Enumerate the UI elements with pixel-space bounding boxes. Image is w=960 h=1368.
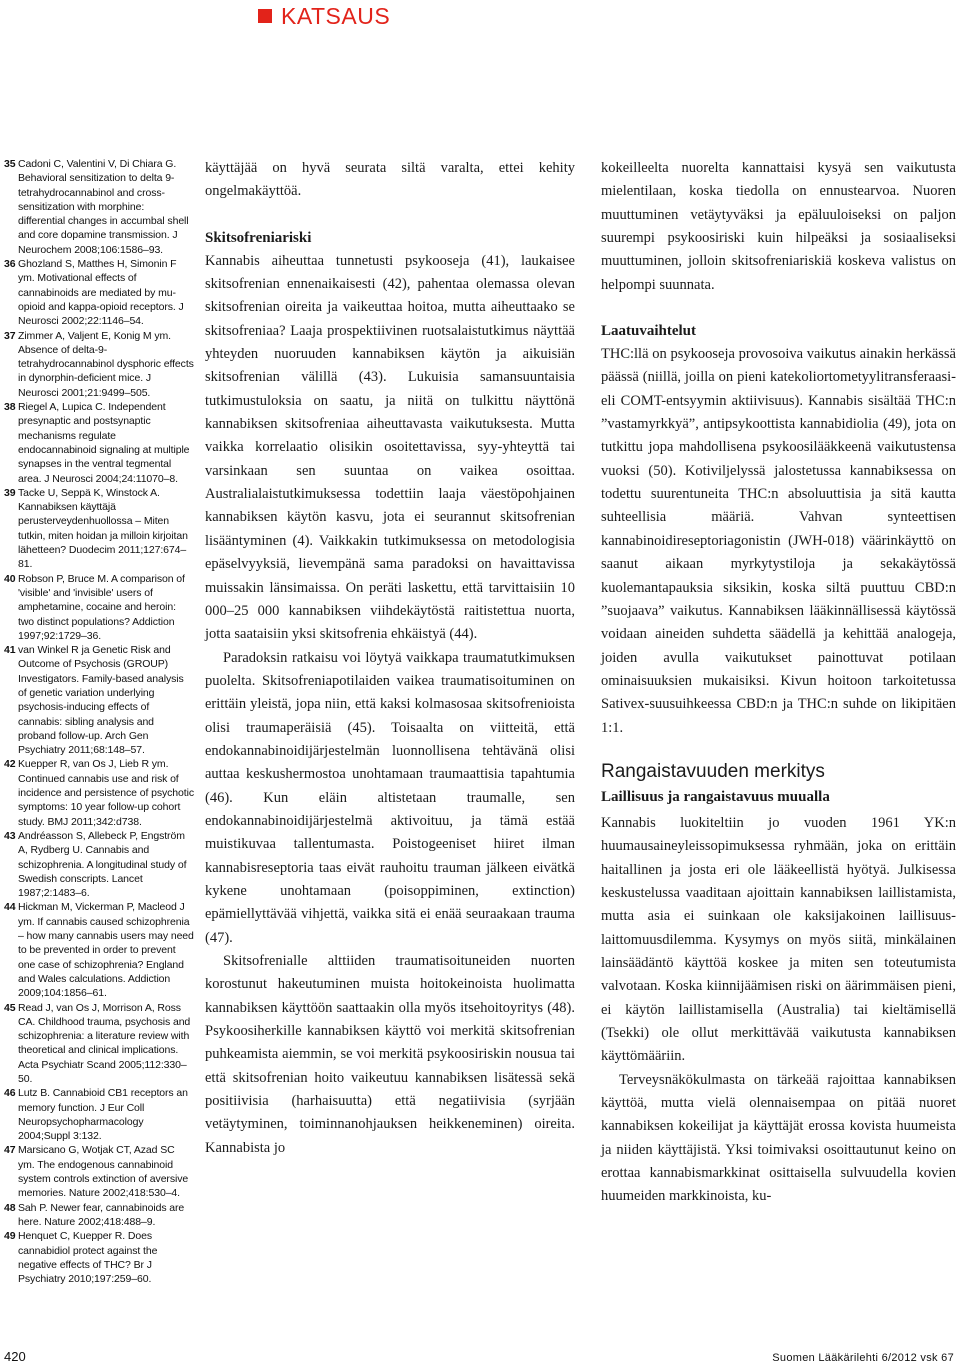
reference-number: 47 — [4, 1144, 16, 1157]
reference-text: Marsicano G, Wotjak CT, Azad SC ym. The endogenous cannabinoid system controls extinction of aversive memories. Nature 2002;418:530–4. — [18, 1144, 189, 1200]
paragraph: Terveysnäkökulmasta on tärkeää rajoittaa kannabiksen käyttöä, mutta vielä olennaisempaa on pitää nuoret kannabiksen kokeilijat ja käyttäjät erossa kovista huumeista ja niiden käyttäjistä. Yksi toimivaksi osoittautunut keino on erottaa kannabismarkkinat osittaisella sulvuudella kovien huumeiden markkinoista, ku- — [601, 1071, 956, 1205]
reference-item — [4, 257, 194, 328]
paragraph: Paradoksin ratkaisu voi löytyä vaikkapa traumatutkimuksen puolelta. Skitsofreniapotilaiden vaikea traumatisoituminen on erittäin yleistä, jopa niin, että kaksi kolmasosaa skitsofrenioista olisi traumaperäisiä (45). Toisaalta on viitteitä, että endokannabinoidijärjestelmän luonnollisena tehtävänä olisi auttaa keskushermostoa unohtamaan traumaattisia tapahtumia (46). Kun eläin altistetaan traumalle, sen endokannabinoidijärjestelmä aktivoituu, ja tämä estää muistikuvaa tallentumasta. Poistogeeniset hiiret ilman kannabisreseptoria taas eivät rauhoitu trauman jälkeen eivätkä kykene unohtamaan (poisoppiminen, extinction) epämiellyttävää vihjettä, vaikka sitä ei enää seuraakaan trauma (47). — [205, 649, 575, 946]
page-number: 420 — [4, 1349, 26, 1364]
reference-text: Riegel A, Lupica C. Independent presynaptic and postsynaptic mechanisms regulate endocannabinoid signaling at multiple synapses in the ventral tegmental area. J Neurosci 2004;24:11070–8. — [18, 401, 190, 485]
paragraph: Kannabis luokiteltiin jo vuoden 1961 YK:n huumausaineyleissopimuksessa ryhmään, joka on erittäin haitallinen ja josta eri ole lääkeellistä hyötyä. Julkisessa keskustelussa vaaditaan ajoittain kannabiksen laillistamista, mutta asia ei suinkaan ole kaksijakoinen laillisuus-laittomuusdilemma. Kysymys on myös siitä, minkälainen lainsäädäntö käyttöä koskee ja miten sen toteutumista valvotaan. Koska kiinnijäämisen riski on äärimmäisen pieni, ei käytön laillistamisella (Australia) tai kieltämisellä (Tsekki) ole ollut merkittävää vaikutusta kannabiksen käyttömääriin. — [601, 814, 956, 1065]
reference-item — [4, 643, 194, 757]
reference-number: 49 — [4, 1230, 16, 1243]
reference-number: 39 — [4, 486, 16, 499]
reference-item — [4, 829, 194, 900]
reference-number: 36 — [4, 258, 16, 271]
reference-number: 35 — [4, 158, 16, 170]
reference-number: 48 — [4, 1201, 16, 1214]
reference-text: Sah P. Newer fear, cannabinoids are here. Nature 2002;418:488–9. — [18, 1201, 185, 1228]
subheading-skitsofreniariski: Skitsofreniariski — [205, 229, 312, 246]
reference-item — [4, 1229, 194, 1286]
reference-item — [4, 1086, 194, 1143]
reference-text: Hickman M, Vickerman P, Macleod J ym. If cannabis caused schizophrenia – how many cannabis users may need to be prevented in order to prevent one case of schizophrenia? England and Wales calculations. Addiction 2009;104:1856–61. — [18, 901, 194, 1000]
section-marker-icon — [258, 9, 272, 23]
article-column-middle — [205, 157, 575, 1160]
reference-item — [4, 900, 194, 1000]
reference-text: Henquet C, Kuepper R. Does cannabidiol protect against the negative effects of THC? Br J Psychiatry 2010;197:259–60. — [18, 1230, 158, 1286]
reference-text: Ghozland S, Matthes H, Simonin F ym. Motivational effects of cannabinoids are mediated by mu-opioid and kappa-opioid receptors. J Neurosci 2002;22:1146–54. — [18, 258, 184, 328]
reference-text: Andréasson S, Allebeck P, Engström A, Rydberg U. Cannabis and schizophrenia. A longitudinal study of Swedish conscripts. Lancet 1987;2:1483–6. — [18, 829, 187, 900]
subsection-heading: Laillisuus ja rangaistavuus muualla — [601, 788, 830, 805]
reference-text: Read J, van Os J, Morrison A, Ross CA. Childhood trauma, psychosis and schizophrenia: a literature review with theoretical and clinical implications. Acta Psychiatr Scand 2005;112:330–50. — [18, 1001, 191, 1085]
article-column-right — [601, 157, 956, 1209]
reference-item — [4, 1001, 194, 1087]
reference-item — [4, 157, 194, 257]
subheading-laatuvaihtelut: Laatuvaihtelut — [601, 323, 697, 340]
reference-item — [4, 1143, 194, 1200]
paragraph: Skitsofrenialle alttiiden traumatisoituneiden nuorten korostunut hakeutuminen muista hoitokeinoista huolimatta kannabiksen käyttöön saattaakin olla myös itsehoitoyritys (48). Psykoosiherkille kannabiksen käyttö voi merkitä skitsofrenian puhkeamista aiemmin, se voi merkitä psykoosiriskin nousua tai että skitsofrenian hoito vaikeutuu kannabiksen lisätessä sekä positiivisia (harhaisuutta) että negatiivisia (syrjään vetäytyminen, toiminnanohjauksen heikkeneminen) oireita. Kannabista jo — [205, 953, 575, 1156]
journal-info: Suomen Lääkärilehti 6/2012 vsk 67 — [772, 1352, 954, 1364]
reference-item — [4, 329, 194, 400]
reference-item — [4, 572, 194, 643]
reference-number: 43 — [4, 829, 16, 842]
reference-text: Tacke U, Seppä K, Winstock A. Kannabiksen käyttäjä perusterveydenhuollossa – Miten tutkin, miten hoidan ja milloin kirjoitan lähetteen? Duodecim 2011;127:674–81. — [18, 486, 188, 571]
reference-text: van Winkel R ja Genetic Risk and Outcome of Psychosis (GROUP) Investigators. Family-based analysis of genetic variation underlying psychosis-inducing effects of cannabis: sibling analysis and proband follow-up. Arch Gen Psychiatry 2011;68:148–57. — [18, 644, 184, 757]
reference-list — [4, 157, 194, 1286]
reference-item — [4, 400, 194, 486]
reference-number: 42 — [4, 758, 16, 771]
reference-number: 41 — [4, 644, 16, 657]
reference-text: Kuepper R, van Os J, Lieb R ym. Continued cannabis use and risk of incidence and persistence of psychotic symptoms: 10 year follow-up cohort study. BMJ 2011;342:d738. — [18, 758, 194, 828]
page-header — [258, 2, 390, 30]
paragraph: THC:llä on psykooseja provosoiva vaikutus ainakin herkässä päässä (niillä, joilla on pieni katekoliortometyylitransferaasi- eli COMT-entsyymin aktiivisuus). Kannabis sisältää THC:n ”vastamyrkkyä”, antipsykoottista kannabidiolia (49), jota on tutkittu jopa mahdollisena psykoosilääkkeenä vaikutustensa vuoksi (50). Kotiviljelyssä jalostetussa kannabiksessa on todettu suurentuneita THC:n absoluuttisia ja sitä kautta suhteellisia määriä. Vahvan synteettisen kannabinoidireseptoriagonistin (JWH-018) väärinkäyttö on saanut aikaan myrkytystiloja ja sekakäytössä kuolemantapauksia siksikin, koska siltä puuttuu CBD:n ”suojaava” vaikutus. Kannabiksen lääkinnällisessä käytössä voidaan aineiden suhdetta säädellä ja kehittää analogeja, joiden avulla vaikutukset painottuvat potilaan ominaisuuksien mukaisiksi. Kivun hoitoon tarkoitetussa Sativex-suusuihkeessa CBD:n ja THC:n suhde on likipitäen 1:1. — [601, 346, 956, 736]
reference-number: 45 — [4, 1001, 16, 1014]
reference-number: 38 — [4, 401, 16, 414]
reference-number: 37 — [4, 329, 16, 342]
reference-item — [4, 1201, 194, 1230]
section-title: KATSAUS — [281, 2, 391, 29]
reference-item — [4, 757, 194, 828]
reference-text: Lutz B. Cannabioid CB1 receptors an memory function. J Eur Coll Neuropsychopharmacology 2004;Suppl 3:132. — [18, 1087, 188, 1143]
reference-number: 46 — [4, 1087, 16, 1100]
paragraph: Kannabis aiheuttaa tunnetusti psykooseja (41), laukaisee skitsofrenian ennenaikaisesti (42), pahentaa olemassa olevan skitsofrenian oireita ja vaikeuttaa hoitoa, mutta aiheuttaako se skitsofreniaa? Laaja prospektiivinen ruotsalaistutkimus näyttää yhteyden nuoruuden kannabiksen käytön ja aikuisiän skitsofrenian välillä (43). Lukuisia samansuuntaisia tutkimustuloksia on saatu, ja niitä on tulkittu näyttönä kannabiksen skitsofreniaa aiheuttavasta vaikutuksesta. Mutta vaikka korrelaatio olisikin osoitettavissa, syy-yhteyttä tai varsinkaan sen suuntaa on vaikea osoittaa. Australialaistutkimuksessa todettiin laaja väestöpohjainen kannabiksen käytön kasvu, jota ei seurannut skitsofrenian lisääntyminen (4). Vaikkakin tutkimuksessa on metodologisia epäselvyyksiä, lievempänä sama paradoksi on havaittavissa muissakin länsimaissa. On peräti laskettu, että tarvittaisiin 10 000–25 000 kannabiksen viihdekäytöstä raitistettua nuorta, jotta saataisiin yksi skitsofrenia ehkäistyä (44). — [205, 252, 575, 643]
reference-text: Cadoni C, Valentini V, Di Chiara G. Behavioral sensitization to delta 9-tetrahydrocannabinol and cross-sensitization with morphine: differential changes in accumbal shell and core dopamine transmission. J Neurochem 2008;106:1586–93. — [18, 158, 189, 256]
section-heading: Rangaistavuuden merkitys — [601, 760, 825, 782]
reference-number: 44 — [4, 901, 16, 914]
reference-text: Zimmer A, Valjent E, Konig M ym. Absence of delta-9-tetrahydrocannabinol dysphoric effects in dynorphin-deficient mice. J Neurosci 2001;21:9499–505. — [18, 329, 194, 399]
reference-text: Robson P, Bruce M. A comparison of 'visible' and 'invisible' users of amphetamine, cocaine and heroin: two distinct populations? Addiction 1997;92:1729–36. — [18, 572, 185, 642]
paragraph: kokeilleelta nuorelta kannattaisi kysyä sen vaikutusta mielentilaan, koska tiedolla on ennustearvoa. Nuoren muuttuminen vetäytyväksi ja epäluuloiseksi on paljon suurempi psykoosiriski kuin hilpeäksi ja sosiaaliseksi muuttuminen, jolloin skitsofreniariskiä koskeva valistus on helpompi suunnata. — [601, 160, 956, 293]
paragraph: käyttäjää on hyvä seurata siltä varalta, ettei kehity ongelmakäyttöä. — [205, 160, 575, 200]
reference-number: 40 — [4, 572, 16, 585]
reference-item — [4, 486, 194, 572]
